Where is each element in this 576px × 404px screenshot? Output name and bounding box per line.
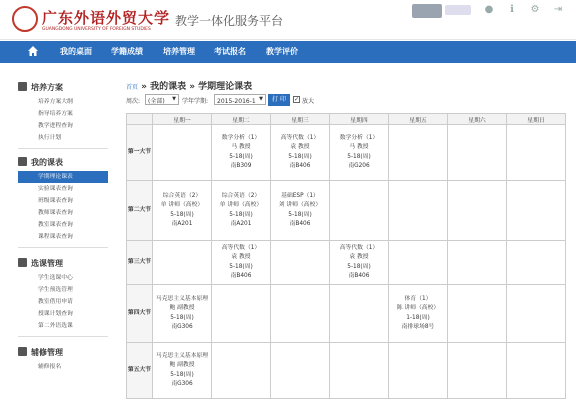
course-line: 南B406	[230, 273, 252, 279]
empty-cell	[330, 285, 389, 343]
empty-cell	[448, 343, 507, 399]
sidebar-item-lab-timetable[interactable]: 实验课表查询	[38, 186, 73, 192]
sidebar-section-schedule[interactable]	[18, 157, 63, 168]
empty-cell	[507, 181, 566, 241]
course-line: 南B406	[289, 163, 311, 169]
platform-title: 教学一体化服务平台	[175, 14, 284, 28]
sidebar	[18, 72, 108, 404]
university-logo[interactable]	[12, 6, 171, 36]
logout-icon[interactable]: ⇥	[553, 4, 563, 15]
course-line: 马克思主义基本原理	[155, 352, 209, 359]
plan-icon	[18, 82, 27, 91]
course-line: 数学分析（1）	[339, 134, 379, 141]
empty-cell	[507, 285, 566, 343]
empty-cell	[507, 343, 566, 399]
course-line: 数学分析（1）	[221, 134, 261, 141]
sidebar-section-title: 我的课表	[31, 158, 63, 167]
course-line: 南B309	[230, 163, 252, 169]
course-line: 南G306	[171, 324, 193, 330]
divider	[18, 247, 108, 248]
nav-item-evaluation[interactable]: 教学评价	[266, 47, 298, 56]
course-line: 1-18(周)	[406, 314, 430, 321]
sidebar-item-plan-outline[interactable]: 培养方案大纲	[38, 99, 73, 105]
course-line: 袁 教授	[290, 144, 310, 150]
course-line: 南G306	[171, 381, 193, 387]
course-line: 南G206	[348, 163, 370, 169]
empty-cell	[330, 181, 389, 241]
empty-cell	[448, 285, 507, 343]
empty-cell	[212, 285, 271, 343]
schedule-icon	[18, 157, 27, 166]
course-line: 南A201	[171, 221, 193, 227]
nav-item-training[interactable]: 培养管理	[163, 47, 195, 56]
university-name-cn: 广东外语外贸大学	[42, 9, 171, 27]
main-nav	[0, 41, 576, 63]
day-header: 星期五	[389, 114, 448, 125]
course-line: 综合英语（2）	[221, 192, 261, 199]
avatar[interactable]	[412, 4, 442, 18]
course-line: 5-18(周)	[288, 153, 312, 160]
table-row	[127, 343, 566, 399]
term-select[interactable]	[214, 94, 266, 105]
course-line: 综合英语（2）	[162, 192, 202, 199]
day-header: 星期日	[507, 114, 566, 125]
course-cell[interactable]	[153, 343, 212, 399]
course-line: 5-18(周)	[170, 314, 194, 321]
course-cell[interactable]	[271, 125, 330, 181]
minor-icon	[18, 347, 27, 356]
course-cell[interactable]	[330, 241, 389, 285]
course-line: 鲍 副教授	[169, 362, 195, 368]
course-cell[interactable]	[212, 181, 271, 241]
empty-cell	[448, 125, 507, 181]
course-line: 5-18(周)	[347, 263, 371, 270]
course-line: 单 讲师（高校）	[160, 202, 204, 208]
breadcrumb-path: » 我的课表 » 学期理论课表	[141, 82, 253, 92]
day-header: 星期六	[448, 114, 507, 125]
user-icon[interactable]: ●	[484, 4, 494, 15]
course-line: 基础ESP（1）	[281, 192, 319, 199]
course-line: 鲍 副教授	[169, 305, 195, 311]
course-line: 马 教授	[231, 144, 251, 150]
sidebar-item-teacher-timetable[interactable]: 教师课表查询	[38, 210, 73, 216]
course-selection-icon	[18, 258, 27, 267]
sidebar-item-term-timetable[interactable]: 学期理论课表	[18, 171, 108, 183]
divider	[18, 336, 108, 337]
empty-cell	[271, 241, 330, 285]
empty-cell	[271, 285, 330, 343]
course-line: 5-18(周)	[229, 153, 253, 160]
course-line: 体育（1）	[404, 295, 432, 302]
empty-cell	[389, 343, 448, 399]
day-header: 星期一	[153, 114, 212, 125]
sidebar-item-second-language[interactable]: 第二外语选课	[38, 323, 73, 329]
course-line: 5-18(周)	[288, 211, 312, 218]
week-select[interactable]	[145, 94, 179, 105]
enlarge-checkbox[interactable]: ✓	[294, 96, 300, 103]
sidebar-section-title: 培养方案	[31, 83, 63, 92]
settings-icon[interactable]: ⚙	[530, 4, 540, 15]
enlarge-label: 放大	[302, 98, 315, 105]
corner-cell	[127, 114, 153, 125]
sidebar-item-class-timetable[interactable]: 班级课表查询	[38, 198, 73, 204]
breadcrumb	[126, 79, 252, 92]
period-label: 第四大节	[127, 285, 153, 343]
table-row	[127, 125, 566, 181]
course-cell[interactable]	[389, 285, 448, 343]
course-line: 高等代数（1）	[280, 134, 320, 141]
sidebar-section-minor[interactable]	[18, 347, 63, 358]
course-line: 马克思主义基本原理	[155, 295, 209, 302]
sidebar-item-room-borrow[interactable]: 教室借用申请	[38, 299, 73, 305]
course-cell[interactable]	[212, 125, 271, 181]
course-line: 5-18(周)	[170, 371, 194, 378]
day-header: 星期四	[330, 114, 389, 125]
nav-item-exam-registration[interactable]: 考试报名	[214, 47, 246, 56]
empty-cell	[389, 125, 448, 181]
sidebar-section-course-selection[interactable]	[18, 258, 63, 269]
period-label: 第一大节	[127, 125, 153, 181]
term-label: 学年学期:	[182, 98, 209, 105]
timetable	[126, 113, 566, 399]
university-name-en: GUANGDONG UNIVERSITY OF FOREIGN STUDIES	[42, 27, 151, 32]
university-seal-icon	[12, 6, 38, 32]
empty-cell	[389, 241, 448, 285]
empty-cell	[389, 181, 448, 241]
empty-cell	[507, 125, 566, 181]
sidebar-item-preselection[interactable]: 学生预选管理	[38, 287, 73, 293]
day-header: 星期三	[271, 114, 330, 125]
course-line: 马 教授	[349, 144, 369, 150]
course-line: 刘 讲师（高校）	[278, 202, 322, 208]
breadcrumb-home[interactable]: 首页	[126, 84, 139, 91]
sidebar-section-title: 选课管理	[31, 259, 63, 268]
period-label: 第五大节	[127, 343, 153, 399]
course-line: 南排球场8号	[401, 324, 435, 330]
sidebar-item-minor-registration[interactable]: 辅修报名	[38, 364, 62, 370]
empty-cell	[330, 343, 389, 399]
nav-item-desktop[interactable]: 我的桌面	[60, 47, 92, 56]
sidebar-item-teaching-progress[interactable]: 教学进程查询	[38, 123, 73, 129]
timetable-header-row	[127, 114, 566, 125]
table-row	[127, 241, 566, 285]
print-button[interactable]: 打 印	[268, 94, 290, 106]
course-line: 南A201	[230, 221, 252, 227]
course-cell[interactable]	[153, 181, 212, 241]
course-cell[interactable]	[271, 181, 330, 241]
course-cell[interactable]	[330, 125, 389, 181]
empty-cell	[507, 241, 566, 285]
chevron-down-icon: ▼	[259, 96, 263, 102]
course-line: 南B406	[289, 221, 311, 227]
sidebar-item-guide-plan[interactable]: 指导培养方案	[38, 111, 73, 117]
course-line: 5-18(周)	[170, 211, 194, 218]
course-line: 袁 教授	[349, 254, 369, 260]
sidebar-item-room-timetable[interactable]: 教室课表查询	[38, 222, 73, 228]
course-line: 5-18(周)	[229, 263, 253, 270]
empty-cell	[271, 343, 330, 399]
username-blurred	[445, 5, 471, 15]
table-row	[127, 285, 566, 343]
help-icon[interactable]: ℹ	[510, 4, 514, 15]
sidebar-item-selection-center[interactable]: 学生选课中心	[38, 275, 73, 281]
course-line: 单 讲师（高校）	[219, 202, 263, 208]
sidebar-item-teaching-plan[interactable]: 授课计划查询	[38, 311, 73, 317]
empty-cell	[212, 343, 271, 399]
divider	[18, 148, 108, 149]
course-line: 南B406	[348, 273, 370, 279]
period-label: 第二大节	[127, 181, 153, 241]
sidebar-section-title: 辅修管理	[31, 348, 63, 357]
course-cell[interactable]	[153, 285, 212, 343]
day-header: 星期二	[212, 114, 271, 125]
nav-item-grades[interactable]: 学籍成绩	[111, 47, 143, 56]
week-select-value: (全部)	[148, 98, 165, 105]
empty-cell	[448, 241, 507, 285]
home-icon[interactable]	[27, 45, 39, 57]
course-line: 高等代数（1）	[221, 244, 261, 251]
empty-cell	[153, 241, 212, 285]
course-line: 陈 讲师（高校）	[396, 305, 440, 311]
table-row	[127, 181, 566, 241]
header	[0, 0, 576, 40]
sidebar-section-plan[interactable]	[18, 82, 63, 93]
week-label: 周次:	[126, 98, 141, 105]
course-line: 高等代数（1）	[339, 244, 379, 251]
course-line: 5-18(周)	[229, 211, 253, 218]
empty-cell	[448, 181, 507, 241]
sidebar-item-execution-plan[interactable]: 执行计划	[38, 135, 62, 141]
empty-cell	[153, 125, 212, 181]
course-cell[interactable]	[212, 241, 271, 285]
period-label: 第三大节	[127, 241, 153, 285]
term-select-value: 2015-2016-1	[217, 98, 256, 105]
course-line: 5-18(周)	[347, 153, 371, 160]
chevron-down-icon: ▼	[172, 96, 176, 102]
sidebar-item-course-timetable[interactable]: 课程课表查询	[38, 234, 73, 240]
course-line: 袁 教授	[231, 254, 251, 260]
